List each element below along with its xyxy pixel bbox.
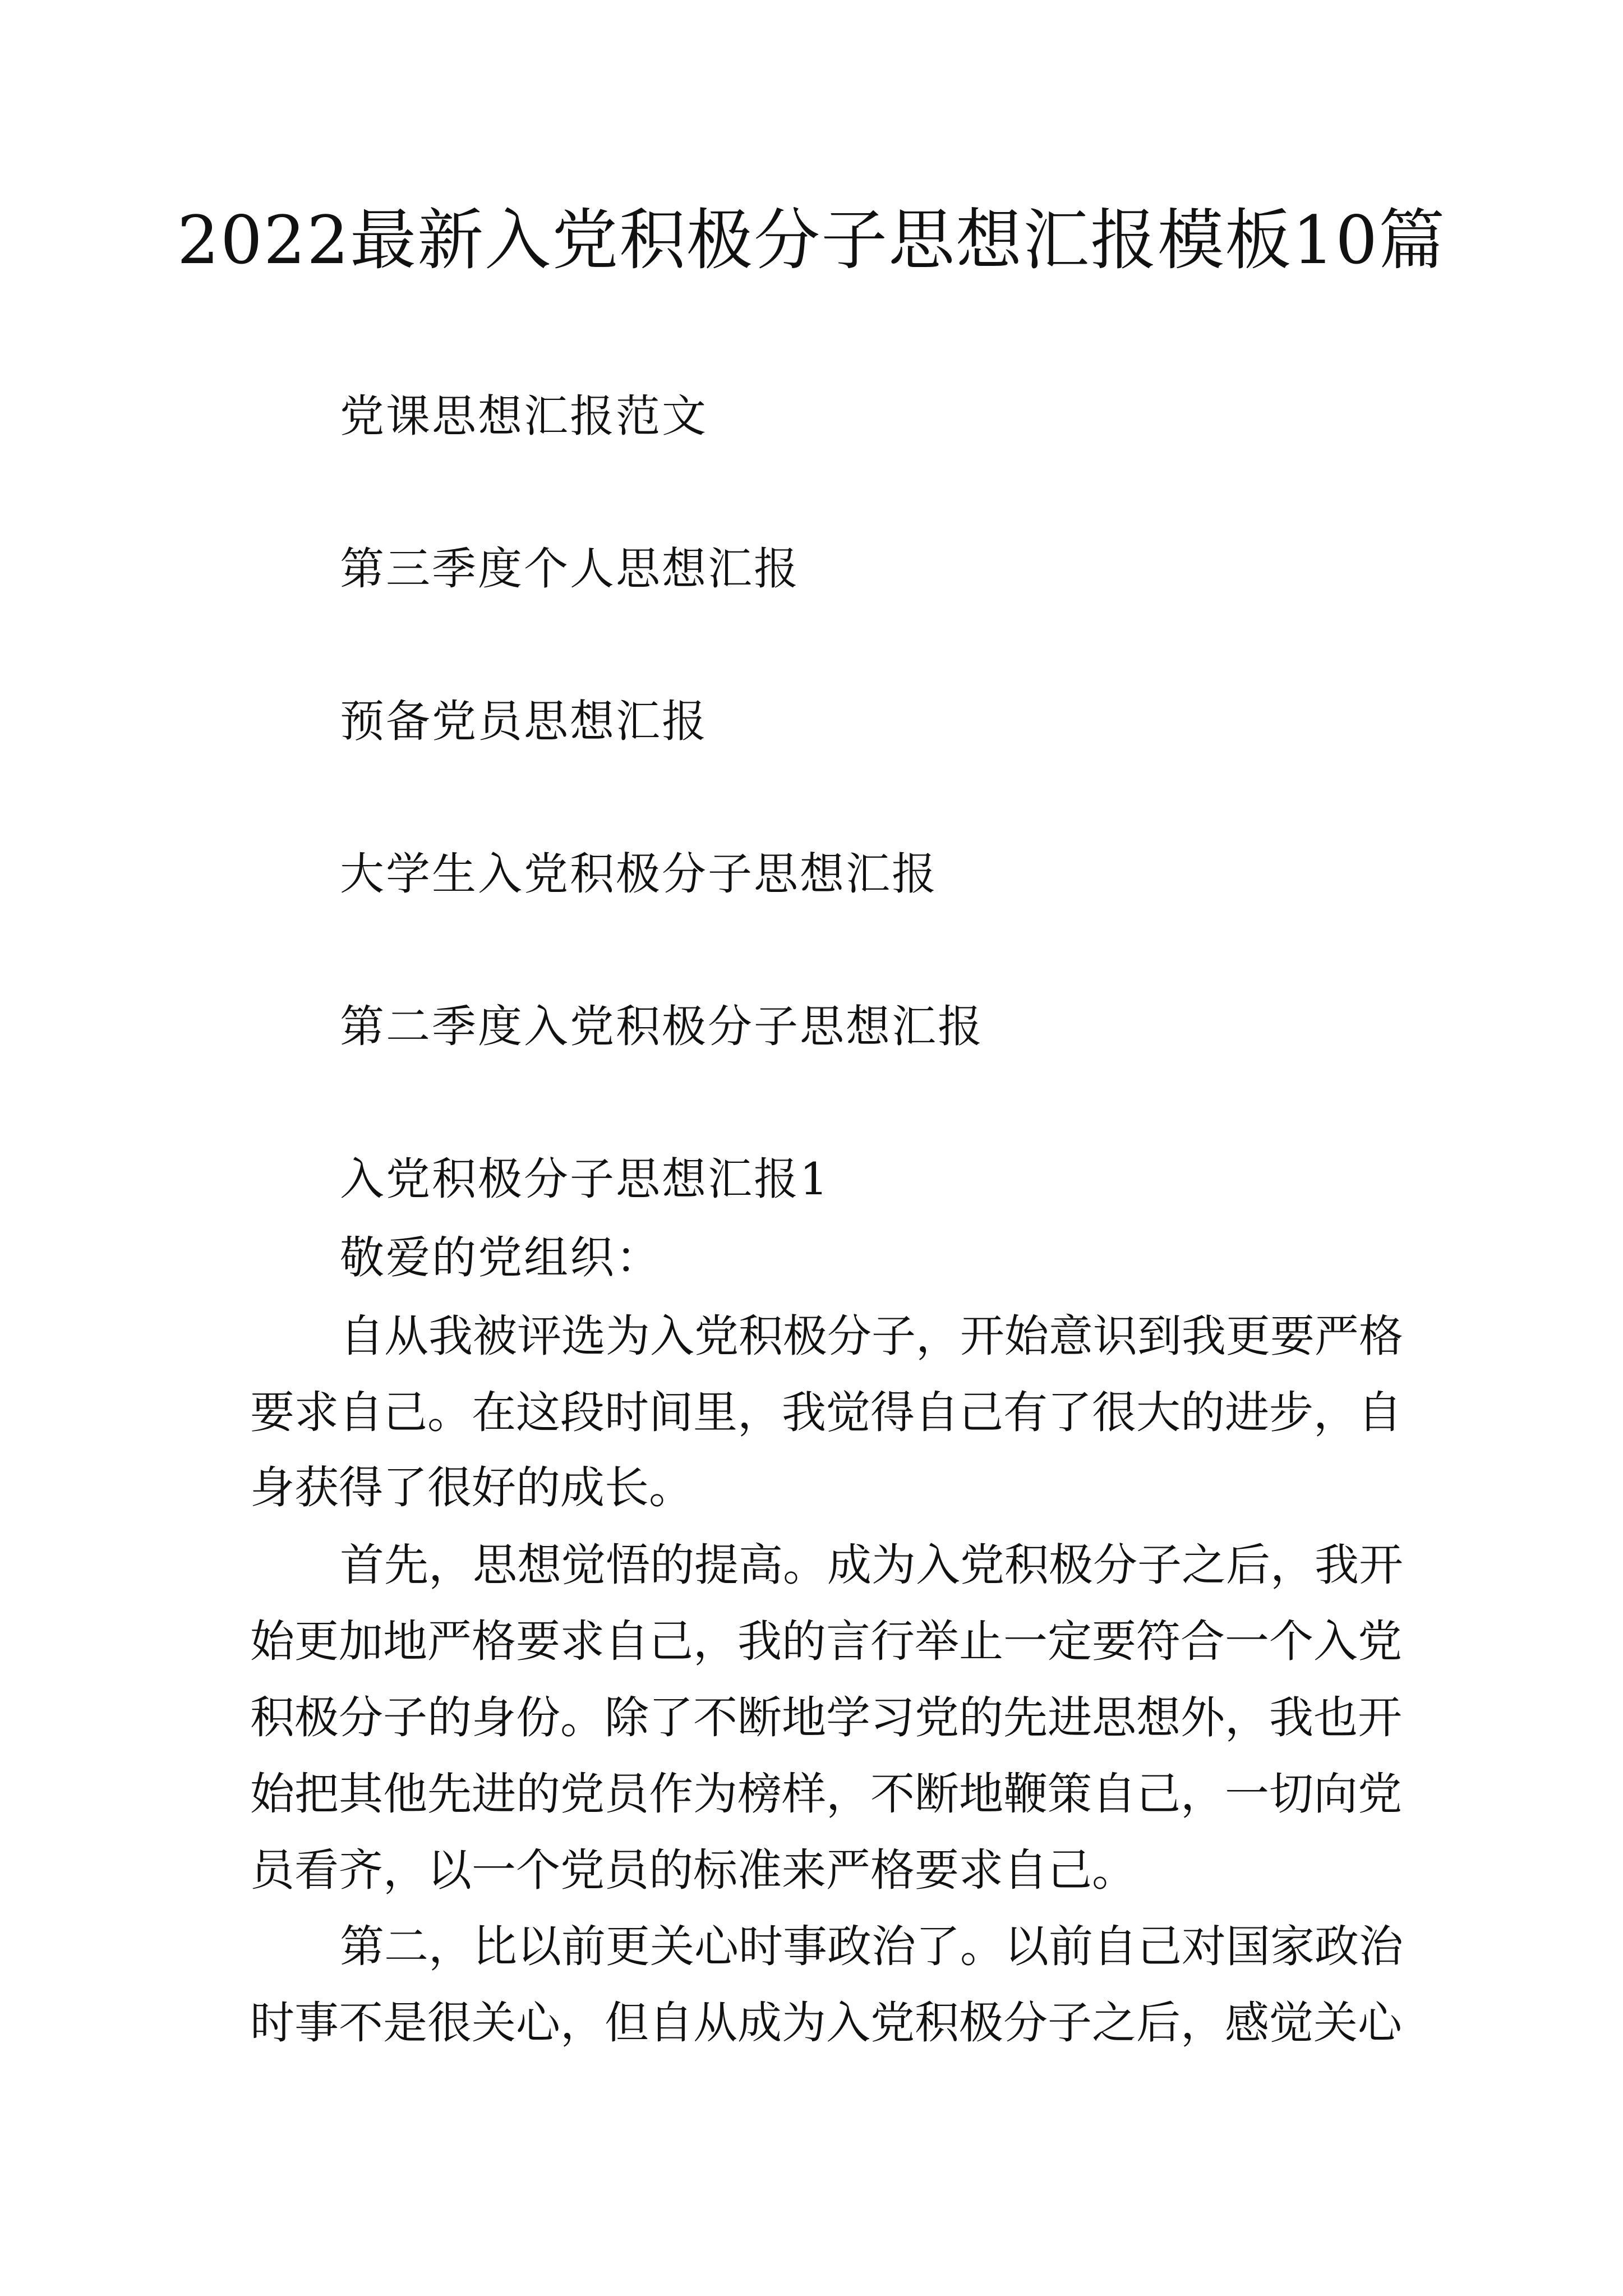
- body-line: 始更加地严格要求自己，我的言行举止一定要符合一个入党: [250, 1616, 1402, 1667]
- section-heading: 入党积极分子思想汇报1: [340, 1153, 830, 1205]
- toc-item-party-class-report: 党课思想汇报范文: [340, 390, 708, 442]
- toc-item-second-quarter-report: 第二季度入党积极分子思想汇报: [340, 1001, 984, 1052]
- document-title: 2022最新入党积极分子思想汇报模板10篇: [177, 201, 1446, 279]
- toc-item-student-activist-report: 大学生入党积极分子思想汇报: [340, 848, 938, 900]
- body-line: 身获得了很好的成长。: [250, 1462, 693, 1513]
- body-line: 积极分子的身份。除了不断地学习党的先进思想外，我也开: [250, 1692, 1402, 1743]
- body-line: 自从我被评选为入党积极分子，开始意识到我更要严格: [340, 1310, 1403, 1362]
- body-line: 首先，思想觉悟的提高。成为入党积极分子之后，我开: [340, 1539, 1403, 1591]
- body-line: 始把其他先进的党员作为榜样，不断地鞭策自己，一切向党: [250, 1768, 1402, 1820]
- body-line: 时事不是很关心，但自从成为入党积极分子之后，感觉关心: [250, 1997, 1402, 2049]
- toc-item-third-quarter-report: 第三季度个人思想汇报: [340, 543, 800, 595]
- body-line: 要求自己。在这段时间里，我觉得自己有了很大的进步，自: [250, 1387, 1402, 1438]
- body-line: 员看齐，以一个党员的标准来严格要求自己。: [250, 1844, 1136, 1896]
- body-line: 第二，比以前更关心时事政治了。以前自己对国家政治: [340, 1921, 1403, 1972]
- salutation: 敬爱的党组织：: [340, 1232, 662, 1283]
- toc-item-probationary-member-report: 预备党员思想汇报: [340, 696, 708, 747]
